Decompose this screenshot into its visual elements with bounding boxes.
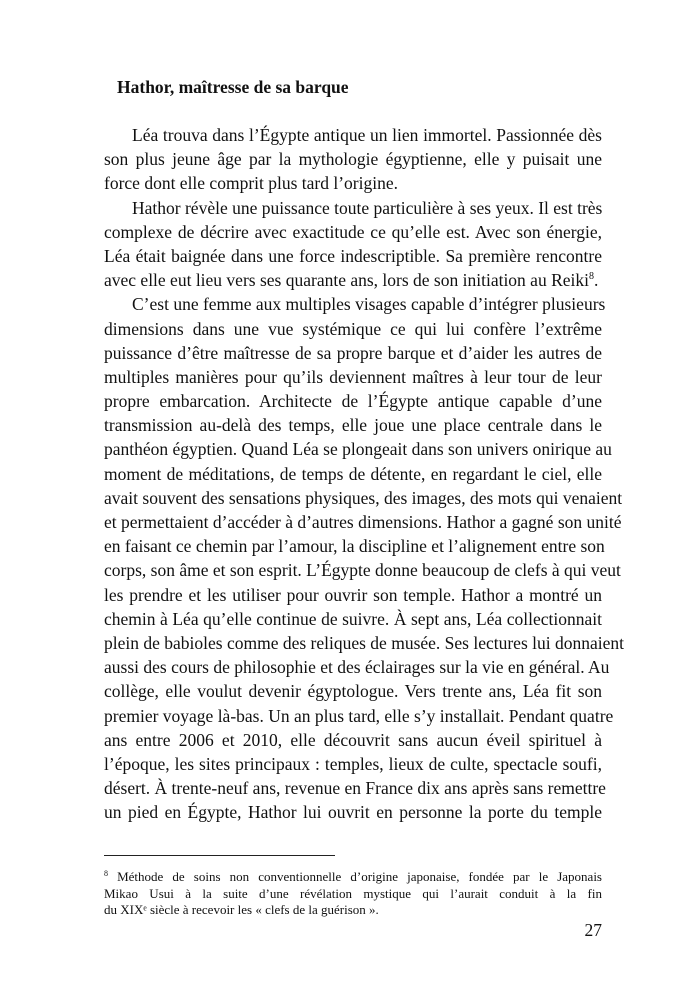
text-line: les prendre et les utiliser pour ouvrir son temple. Hathor a montré un xyxy=(104,584,602,605)
text-line: moment de méditations, de temps de détente, en regardant le ciel, elle xyxy=(104,463,602,484)
text-line: et permettaient d’accéder à d’autres dimensions. Hathor a gagné son unité xyxy=(104,512,622,532)
text-line: propre embarcation. Architecte de l’Égypte antique capable d’une xyxy=(104,391,602,412)
text-line: premier voyage là-bas. Un an plus tard, elle s’y installait. Pendant quatre xyxy=(104,705,614,726)
text-line: corps, son âme et son esprit. L’Égypte donne beaucoup de clefs à qui veut xyxy=(104,560,621,581)
body-text xyxy=(104,123,624,824)
text-line: un pied en Égypte, Hathor lui ouvrit en personne la porte du temple xyxy=(104,802,602,823)
text-line: avait souvent des sensations physiques, des images, des mots qui venaient xyxy=(104,487,623,508)
footnote-marker: 8 xyxy=(104,869,108,878)
footnote-reference[interactable]: 8 xyxy=(589,271,594,283)
text-line: panthéon égyptien. Quand Léa se plongeait dans son univers onirique au xyxy=(104,439,612,460)
text-line: Hathor révèle une puissance toute particulière à ses yeux. Il est très xyxy=(132,197,603,218)
text-line: force dont elle comprit plus tard l’origine. xyxy=(104,173,399,194)
text-line: avec elle eut lieu vers ses quarante ans, lors de son initiation au Reiki$^8$. xyxy=(104,270,599,291)
text-line: puissance d’être maîtresse de sa propre barque et d’aider les autres de xyxy=(104,342,602,363)
footnote-line-content: Méthode de soins non conventionnelle d’origine japonaise, fondée par le Japonais xyxy=(108,869,602,884)
footnote xyxy=(104,869,602,919)
text-line: complexe de décrire avec exactitude ce qu’elle est. Avec son énergie, xyxy=(104,221,602,242)
text-line-content: avec elle eut lieu vers ses quarante ans, lors de son initiation au Reiki xyxy=(104,270,589,291)
footnote-divider xyxy=(104,855,335,856)
text-line: chemin à Léa qu’elle continue de suivre. À sept ans, Léa collectionnait xyxy=(104,608,602,629)
text-line: en faisant ce chemin par l’amour, la discipline et l’alignement entre son xyxy=(104,536,605,557)
text-line: Léa était baignée dans une force indescriptible. Sa première rencontre xyxy=(104,245,602,266)
text-line: Léa trouva dans l’Égypte antique un lien immortel. Passionnée dès xyxy=(132,125,602,145)
text-line: dimensions dans une vue systémique ce qui lui confère l’extrême xyxy=(104,318,602,339)
text-line: multiples manières pour qu’ils deviennent maîtres à leur tour de leur xyxy=(104,366,602,387)
footnote-line: Mikao Usui à la suite d’une révélation mystique qui l’aurait conduit à la fin xyxy=(104,885,602,901)
text-line: désert. À trente-neuf ans, revenue en France dix ans après sans remettre xyxy=(104,778,606,799)
text-line: C’est une femme aux multiples visages capable d’intégrer plusieurs xyxy=(132,294,606,315)
text-line: l’époque, les sites principaux : temples, lieux de culte, spectacle soufi, xyxy=(104,753,602,774)
footnote-line: du XIXᵉ siècle à recevoir les « clefs de la guérison ». xyxy=(104,902,379,917)
section-title: Hathor, maîtresse de sa barque xyxy=(117,77,349,97)
text-line: transmission au-delà des temps, elle joue une place centrale dans le xyxy=(104,415,602,436)
text-line: ans entre 2006 et 2010, elle découvrit sans aucun éveil spirituel à xyxy=(104,729,602,750)
text-line: collège, elle voulut devenir égyptologue. Vers trente ans, Léa fit son xyxy=(104,681,602,702)
footnote-line xyxy=(104,869,602,886)
text-line: plein de babioles comme des reliques de musée. Ses lectures lui donnaient xyxy=(104,632,624,653)
text-line: son plus jeune âge par la mythologie égyptienne, elle y puisait une xyxy=(104,149,602,170)
text-line: aussi des cours de philosophie et des éclairages sur la vie en général. Au xyxy=(104,657,610,678)
page-number: 27 xyxy=(584,920,602,940)
